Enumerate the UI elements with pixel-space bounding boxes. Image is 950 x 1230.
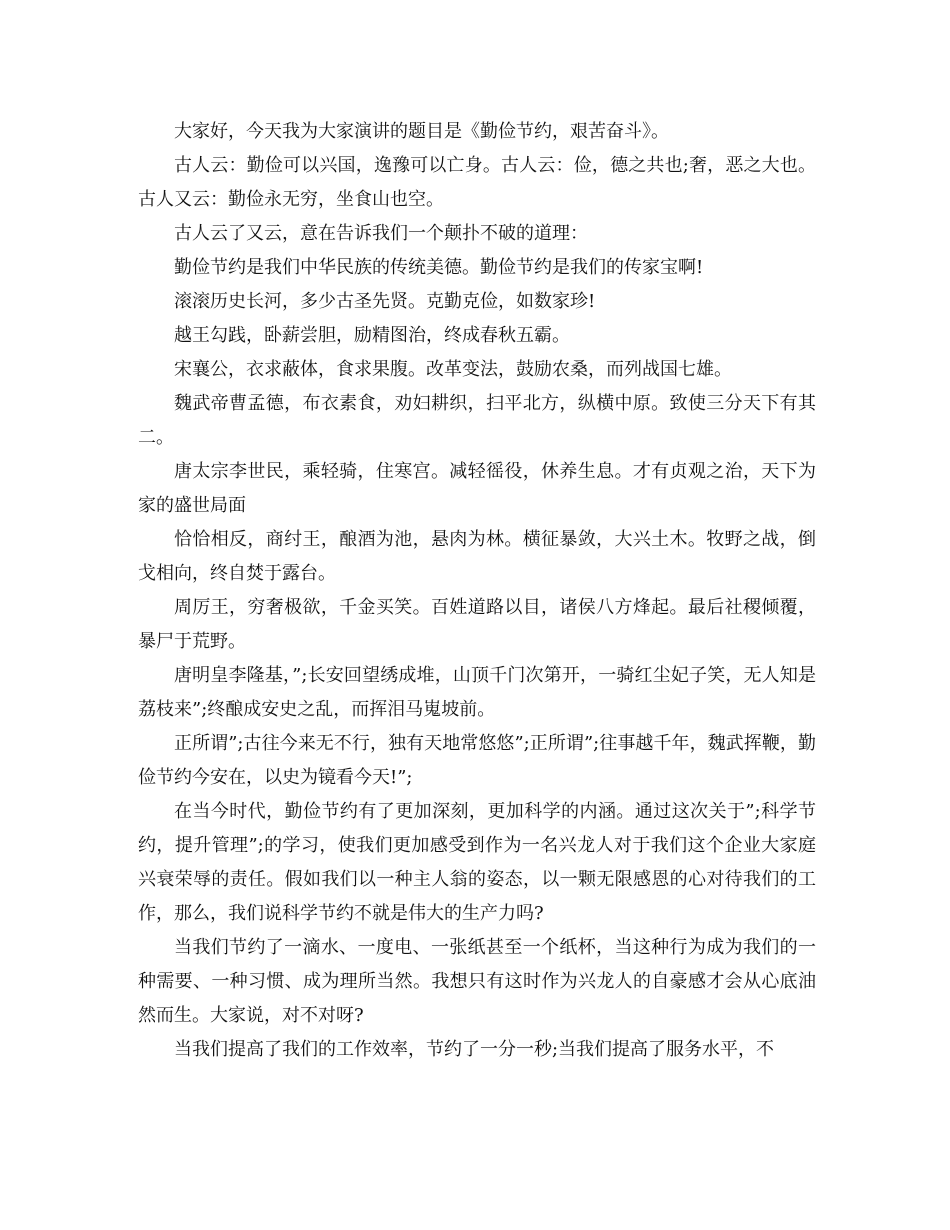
paragraph-3: 古人云了又云，意在告诉我们一个颠扑不破的道理： (174, 223, 588, 244)
paragraph-8: 魏武帝曹孟德，布衣素食，劝妇耕织，扫平北方，纵横中原。致使三分天下有其二。 (138, 393, 816, 448)
paragraph-11: 周厉王，穷奢极欲，千金买笑。百姓道路以目，诸侯八方烽起。最后社稷倾覆，暴尸于荒野。 (138, 597, 816, 652)
paragraph-12: 唐明皇李隆基，”;长安回望绣成堆，山顶千门次第开，一骑红尘妃子笑，无人知是荔枝来”;终酿成安史之乱，而挥泪马嵬坡前。 (138, 665, 816, 720)
paragraph-2: 古人云：勤俭可以兴国，逸豫可以亡身。古人云：俭，德之共也;奢，恶之大也。古人又云：勤俭永无穷，坐食山也空。 (138, 155, 816, 210)
paragraph-4: 勤俭节约是我们中华民族的传统美德。勤俭节约是我们的传家宝啊! (174, 257, 704, 278)
paragraph-5: 滚滚历史长河，多少古圣先贤。克勤克俭，如数家珍! (174, 291, 596, 312)
paragraph-14: 在当今时代，勤俭节约有了更加深刻，更加科学的内涵。通过这次关于”;科学节约，提升管理”;的学习，使我们更加感受到作为一名兴龙人对于我们这个企业大家庭兴衰荣辱的责任。假如我们以一种主人翁的姿态，以一颗无限感恩的心对待我们的工作，那么，我们说科学节约不就是伟大的生产力吗? (138, 801, 816, 924)
paragraph-7: 宋襄公，衣求蔽体，食求果腹。改革变法，鼓励农桑，而列战国七雄。 (174, 359, 732, 380)
paragraph-15: 当我们节约了一滴水、一度电、一张纸甚至一个纸杯，当这种行为成为我们的一种需要、一种习惯、成为理所当然。我想只有这时作为兴龙人的自豪感才会从心底油然而生。大家说，对不对呀? (138, 937, 816, 1026)
document-body (138, 115, 816, 1067)
paragraph-13: 正所谓”;古往今来无不行，独有天地常悠悠”;正所谓”;往事越千年，魏武挥鞭，勤俭节约今安在，以史为镜看今天!”; (138, 733, 816, 788)
paragraph-6: 越王勾践，卧薪尝胆，励精图治，终成春秋五霸。 (174, 325, 570, 346)
paragraph-10: 恰恰相反，商纣王，酿酒为池，悬肉为林。横征暴敛，大兴土木。牧野之战，倒戈相向，终自焚于露台。 (138, 529, 816, 584)
paragraph-1: 大家好，今天我为大家演讲的题目是《勤俭节约，艰苦奋斗》。 (174, 121, 669, 142)
paragraph-9: 唐太宗李世民，乘轻骑，住寒宫。减轻徭役，休养生息。才有贞观之治，天下为家的盛世局面 (138, 461, 816, 516)
paragraph-16: 当我们提高了我们的工作效率，节约了一分一秒;当我们提高了服务水平，不 (174, 1039, 775, 1060)
